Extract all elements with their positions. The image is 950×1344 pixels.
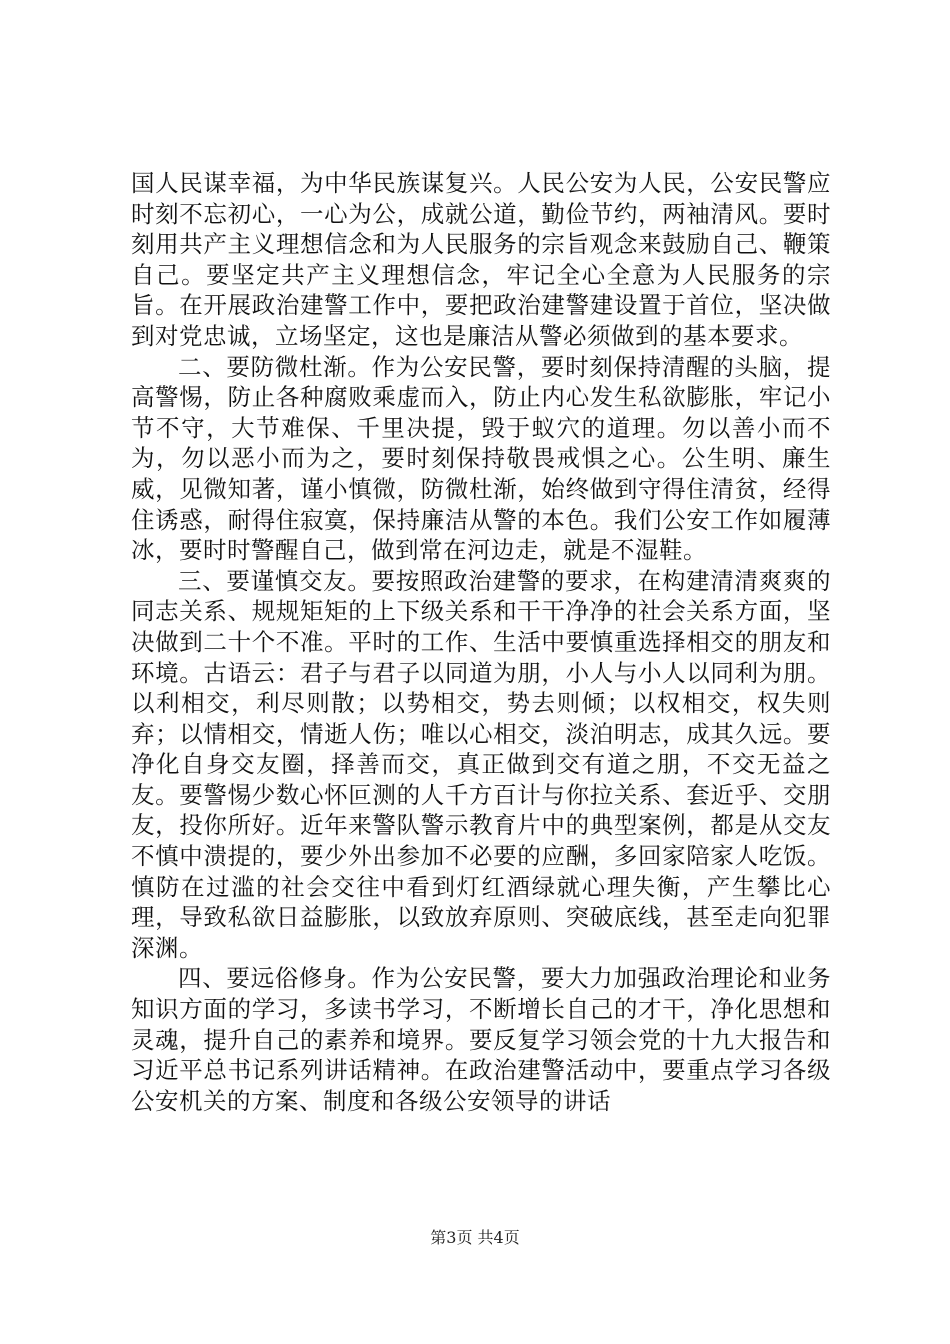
paragraph-section-4: 四、要远俗修身。作为公安民警，要大力加强政治理论和业务知识方面的学习，多读书学习，不断增长自己的才干，净化思想和灵魂，提升自己的素养和境界。要反复学习领会党的十九大报告和习近平总书记系列讲话精神。在政治建警活动中，要重点学习各级公安机关的方案、制度和各级公安领导的讲话 bbox=[131, 964, 831, 1115]
paragraph-section-2: 二、要防微杜渐。作为公安民警，要时刻保持清醒的头脑，提高警惕，防止各种腐败乘虚而入，防止内心发生私欲膨胀，牢记小节不守，大节难保、千里决提，毁于蚁穴的道理。勿以善小而不为，勿以恶小而为之，要时刻保持敬畏戒惧之心。公生明、廉生威，见微知著，谨小慎微，防微杜渐，始终做到守得住清贫，经得住诱惑，耐得住寂寞，保持廉洁从警的本色。我们公安工作如履薄冰，要时时警醒自己，做到常在河边走，就是不湿鞋。 bbox=[131, 352, 831, 565]
page-number-footer: 第3页 共4页 bbox=[430, 1228, 520, 1247]
document-body bbox=[131, 168, 831, 1116]
paragraph-section-3: 三、要谨慎交友。要按照政治建警的要求，在构建清清爽爽的同志关系、规规矩矩的上下级关系和干干净净的社会关系方面，坚决做到二十个不准。平时的工作、生活中要慎重选择相交的朋友和环境。古语云：君子与君子以同道为朋，小人与小人以同利为朋。以利相交，利尽则散；以势相交，势去则倾；以权相交，权失则弃；以情相交，情逝人伤；唯以心相交，淡泊明志，成其久远。要净化自身交友圈，择善而交，真正做到交有道之朋，不交无益之友。要警惕少数心怀叵测的人千方百计与你拉关系、套近乎、交朋友，投你所好。近年来警队警示教育片中的典型案例，都是从交友不慎中溃提的，要少外出参加不必要的应酬，多回家陪家人吃饭。慎防在过滥的社会交往中看到灯红酒绿就心理失衡，产生攀比心理，导致私欲日益膨胀，以致放弃原则、突破底线，甚至走向犯罪深渊。 bbox=[131, 566, 831, 962]
paragraph-continuation: 国人民谋幸福，为中华民族谋复兴。人民公安为人民，公安民警应时刻不忘初心，一心为公，成就公道，勤俭节约，两袖清风。要时刻用共产主义理想信念和为人民服务的宗旨观念来鼓励自己、鞭策自己。要坚定共产主义理想信念，牢记全心全意为人民服务的宗旨。在开展政治建警工作中，要把政治建警建设置于首位，坚决做到对党忠诚，立场坚定，这也是廉洁从警必须做到的基本要求。 bbox=[131, 169, 831, 350]
